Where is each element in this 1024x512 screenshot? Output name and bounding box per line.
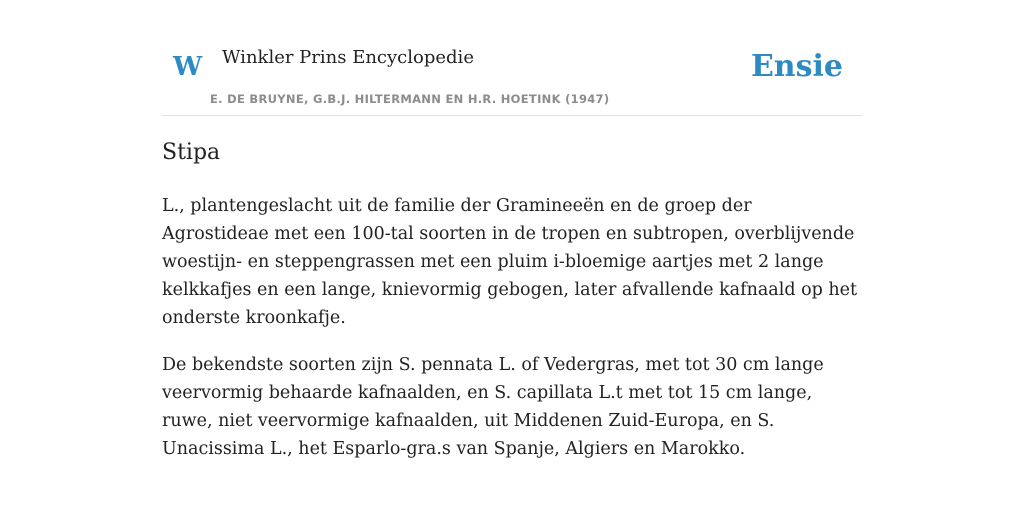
source-header [162,40,862,116]
source-title-link[interactable]: Winkler Prins Encyclopedie [222,47,474,68]
article-body [162,192,862,482]
ensie-brand-link[interactable]: Ensie [750,49,843,84]
article-paragraph: L., plantengeslacht uit de familie der Gramineeën en de groep der Agrostideae met een 100-tal soorten in de tropen en subtropen, overblijvende woestijn- en steppengrassen met een pluim i-bloemige aartjes met 2 lange kelkkafjes en een lange, knievormig gebogen, later afvallende kafnaald op het onderste kroonkafje. [162,196,858,328]
source-authors: E. DE BRUYNE, G.B.J. HILTERMANN EN H.R. HOETINK (1947) [210,92,610,106]
article-paragraph: De bekendste soorten zijn S. pennata L. of Vedergras, met tot 30 cm lange veervormig behaarde kafnaalden, en S. capillata L.t met tot 15 cm lange, ruwe, niet veervormige kafnaalden, uit Middenen Zuid-Europa, en S. Unacissima L., het Esparlo-gra.s van Spanje, Algiers en Marokko. [162,355,824,459]
source-logo[interactable]: W [173,52,203,82]
article-title: Stipa [162,140,221,165]
